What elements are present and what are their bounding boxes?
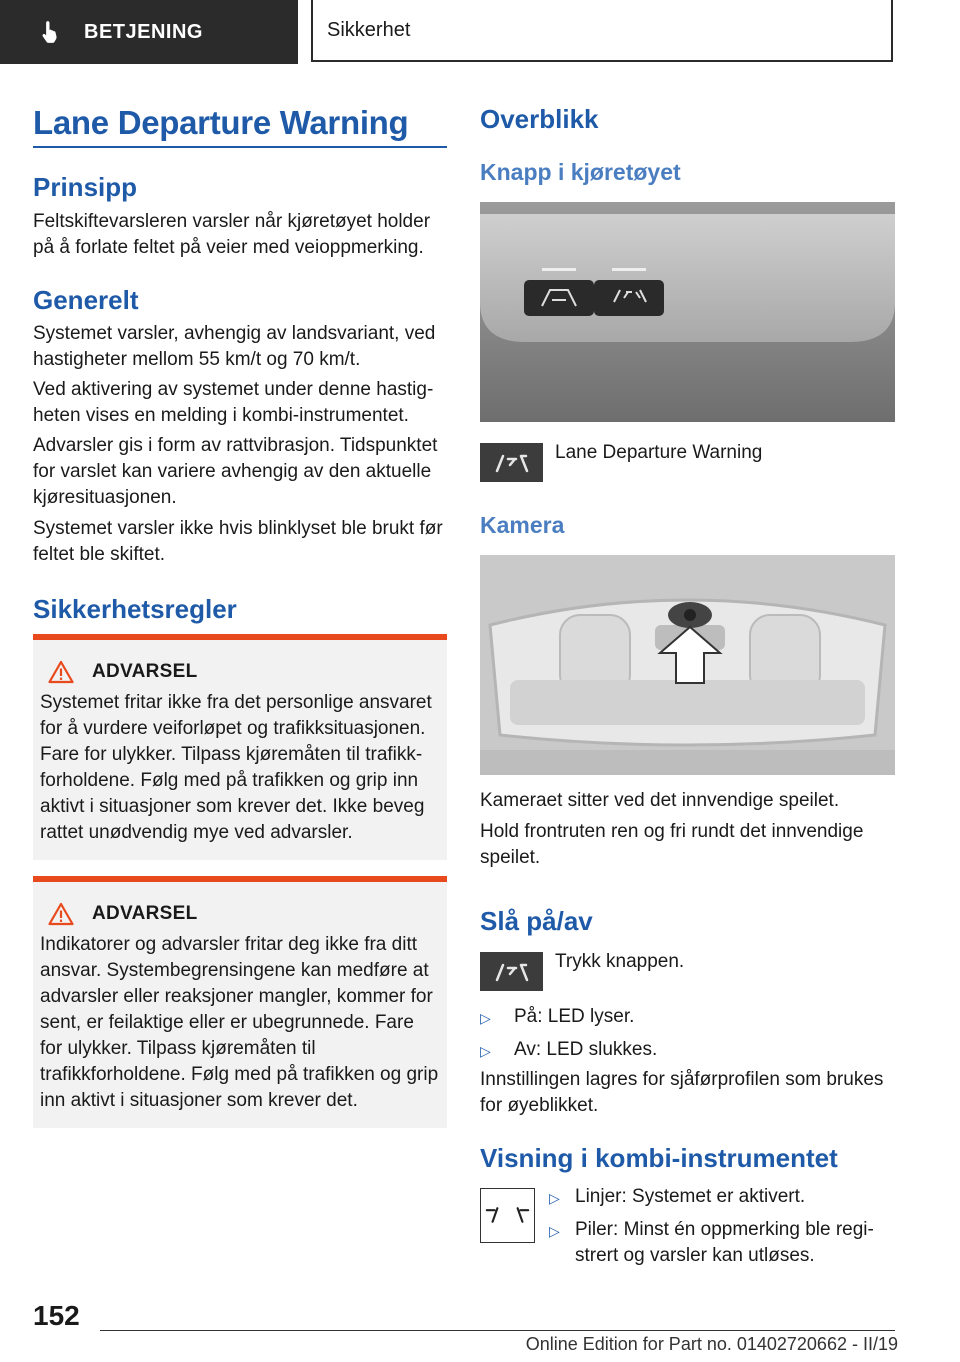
principle-text: Feltskiftevarsleren varsler når kjøretøyet holder på å forlate feltet på veier med veioppmerking. (33, 211, 431, 258)
chapter-header (311, 0, 893, 62)
button-photo (480, 202, 895, 422)
page-title: Lane Departure Warning (33, 104, 409, 141)
camera-text-1: Kameraet sitter ved det innvendige speilet. (480, 790, 840, 811)
heading-overview: Overblikk (480, 104, 599, 134)
general-text-2: Ved aktivering av systemet under denne hastigheten vises en melding i kombi-instrumentet. (33, 379, 434, 426)
button-label: Lane Departure Warning (555, 442, 763, 463)
warning-box-1 (33, 634, 447, 860)
press-button-text: Trykk knappen. (555, 951, 685, 972)
setting-note: Innstillingen lagres for sjåførprofilen som brukes for øyeblikket. (480, 1069, 884, 1116)
list-item-text: Linjer: Systemet er aktivert. (575, 1186, 806, 1207)
display-list (549, 1184, 895, 1275)
page-number: 152 (33, 1300, 80, 1331)
warning-triangle-icon (48, 660, 74, 684)
list-item-text: På: LED lyser. (514, 1006, 635, 1027)
chapter-name: Sikkerhet (327, 18, 411, 41)
triangle-bullet-icon: ▷ (480, 1010, 491, 1026)
warning-box-2 (33, 876, 447, 1128)
section-name: BETJENING (84, 20, 203, 43)
list-item (549, 1184, 895, 1211)
warning-label: ADVARSEL (92, 661, 198, 682)
general-text-3: Advarsler gis i form av rattvibrasjon. Tidspunktet for varslet kan variere avhengig av den aktuelle kjøresituasjonen. (33, 435, 438, 508)
list-item-text: Piler: Minst én oppmerking ble registrert og varsler kan utløses. (575, 1219, 874, 1266)
triangle-bullet-icon: ▷ (480, 1043, 491, 1059)
heading-onoff: Slå på/av (480, 906, 593, 936)
section-tab (0, 0, 298, 64)
hand-pointer-icon (38, 19, 64, 45)
camera-photo (480, 555, 895, 775)
lane-lines-display-icon (480, 1188, 535, 1243)
triangle-bullet-icon: ▷ (549, 1223, 560, 1239)
footer-text: Online Edition for Part no. 01402720662 - II/19 (525, 1334, 898, 1354)
triangle-bullet-icon: ▷ (549, 1190, 560, 1206)
title-rule (33, 146, 447, 148)
heading-safety: Sikkerhetsregler (33, 594, 237, 624)
heading-camera: Kamera (480, 512, 565, 538)
heading-general: Generelt (33, 285, 139, 315)
lane-departure-button-icon (480, 952, 543, 991)
general-text-4: Systemet varsler ikke hvis blinklyset ble brukt før feltet ble skiftet. (33, 518, 443, 565)
heading-button: Knapp i kjøretøyet (480, 159, 681, 185)
list-item (480, 1004, 895, 1031)
warning-text: Indikatorer og advarsler fritar deg ikke fra ditt ansvar. Systembegrensingene kan medføre at advarsler eller reaksjoner mangler, kommer for sent, er feilaktige eller er ubegrunnede. Fare for ulykker. Tilpass kjøremåten til trafikkforholdene. Følg med på trafikken og grip inn aktivt i situasjoner som krever det. (40, 934, 439, 1111)
list-item (549, 1217, 895, 1269)
warning-title (48, 902, 439, 926)
warning-title (48, 660, 439, 684)
list-item-text: Av: LED slukkes. (514, 1039, 658, 1060)
warning-text: Systemet fritar ikke fra det personlige ansvaret for å vurdere veiforløpet og trafikksituasjonen. Fare for ulykker. Tilpass kjøremåten til trafikkforholdene. Følg med på trafikken og grip inn aktivt i situasjoner som krever det. Ikke beveg rattet unødvendig mye ved advarsler. (40, 692, 432, 843)
general-text-1: Systemet varsler, avhengig av landsvariant, ved hastigheter mellom 55 km/t og 70 km/t. (33, 323, 436, 370)
onoff-list (480, 1004, 895, 1070)
list-item (480, 1037, 895, 1064)
heading-principle: Prinsipp (33, 172, 138, 202)
footer-rule (100, 1330, 895, 1331)
warning-label: ADVARSEL (92, 903, 198, 924)
warning-triangle-icon (48, 902, 74, 926)
camera-text-2: Hold frontruten ren og fri rundt det innvendige speilet. (480, 821, 864, 868)
heading-display: Visning i kombi-instrumentet (480, 1143, 838, 1173)
lane-departure-button-icon (480, 443, 543, 482)
